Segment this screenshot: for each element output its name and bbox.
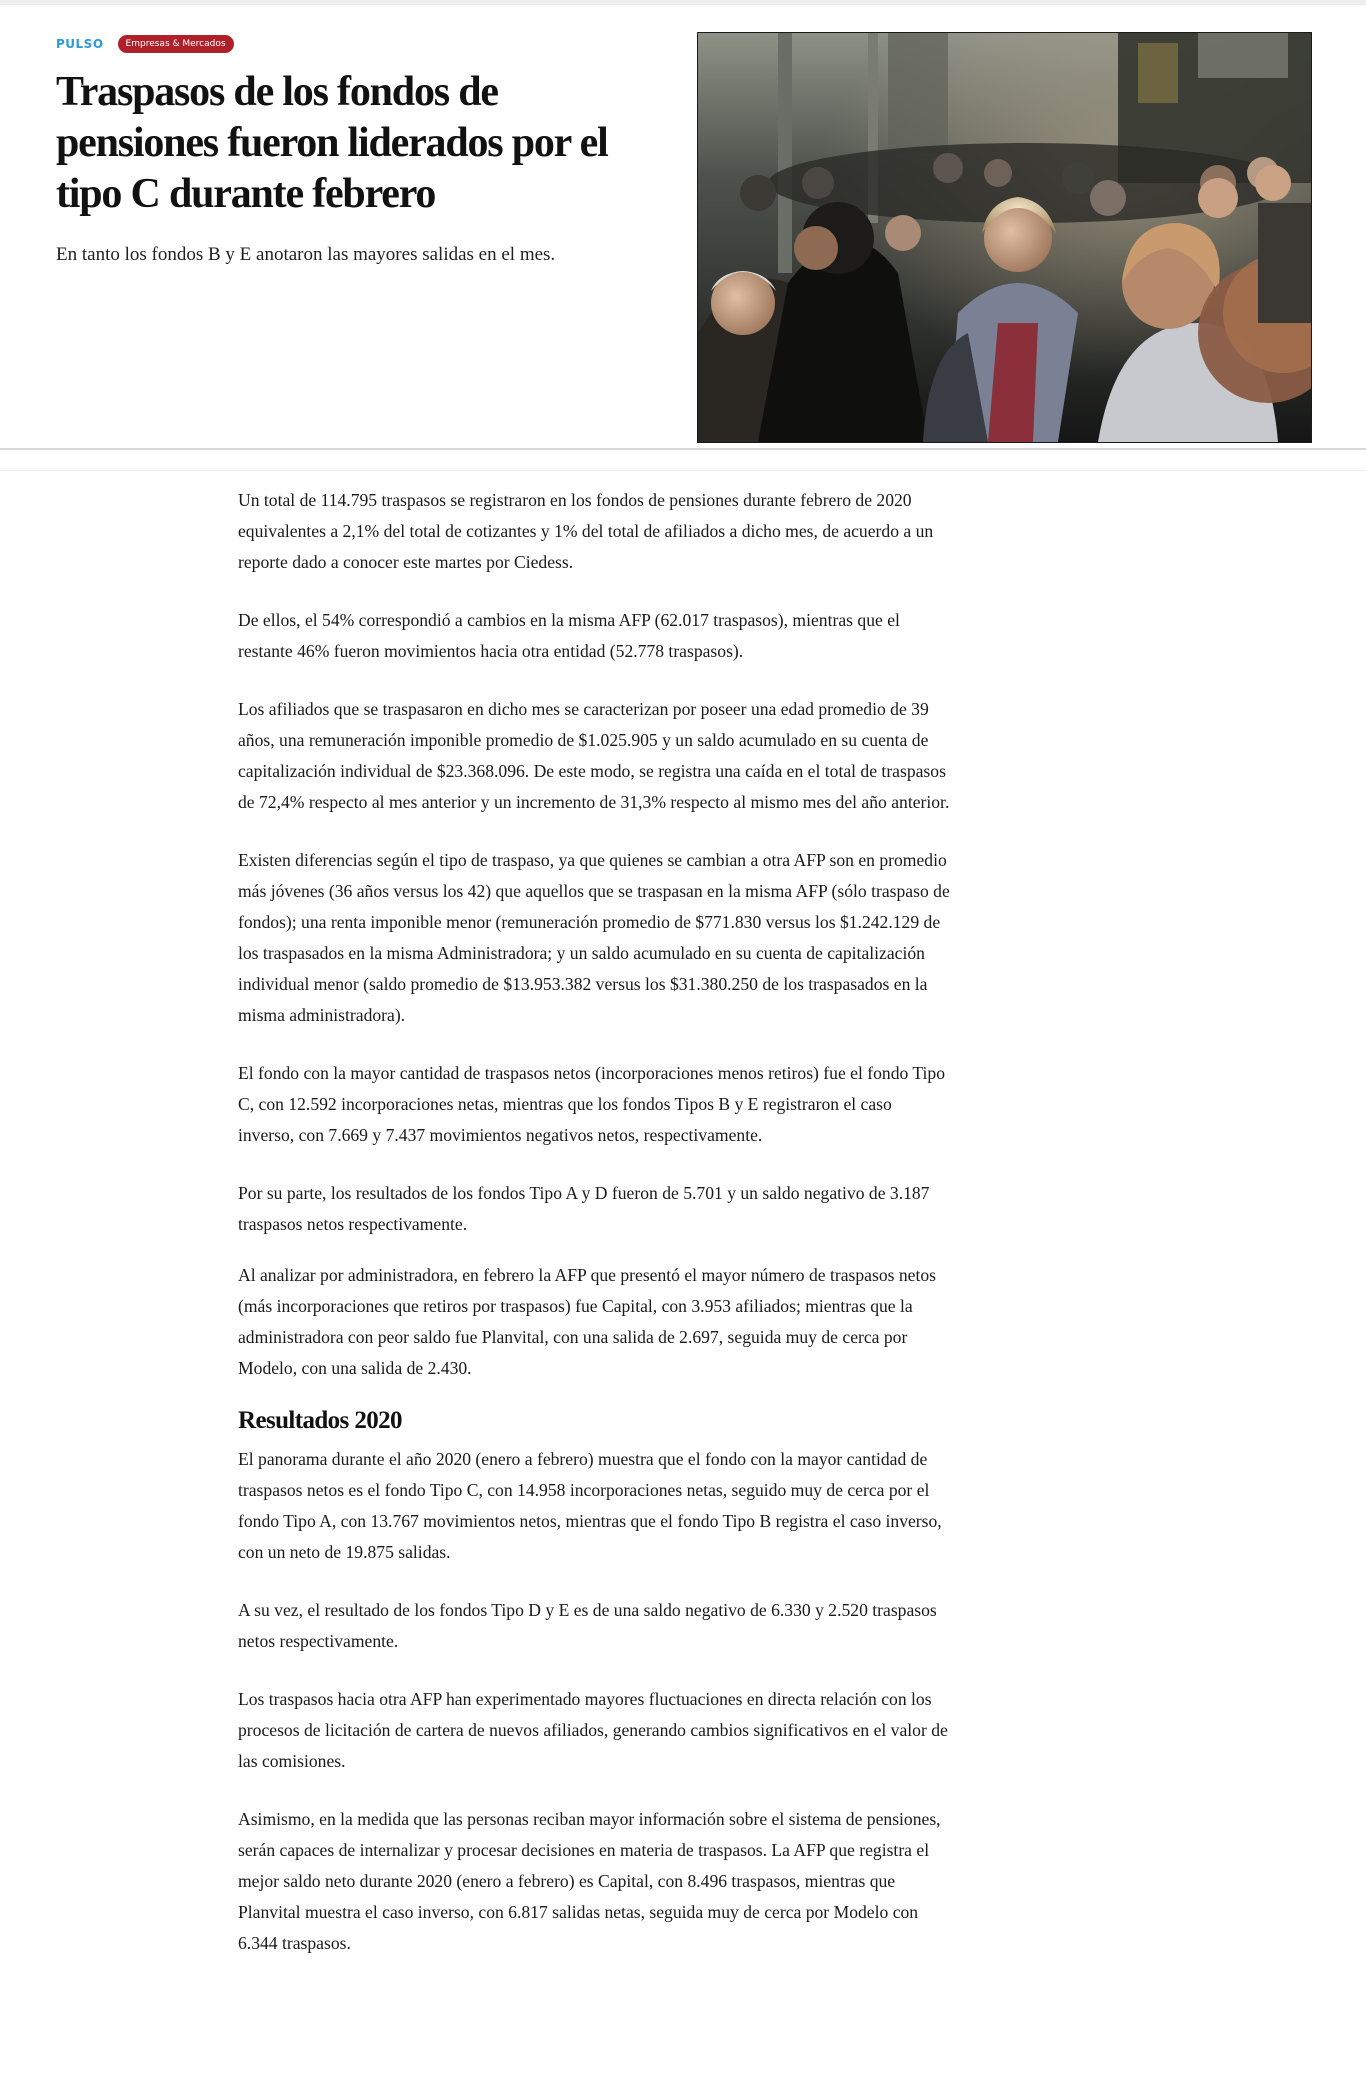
article-paragraph: El panorama durante el año 2020 (enero a febrero) muestra que el fondo con la mayor cantidad de traspasos netos es el fondo Tipo C, con 14.958 incorporaciones netas, seguido muy de cerca por el fondo Tipo A, con 13.767 movimientos netos, mientras que el fondo Tipo B registra el caso inverso, con un neto de 19.875 salidas. bbox=[238, 1449, 942, 1562]
article-deck: En tanto los fondos B y E anotaron las mayores salidas en el mes. bbox=[56, 244, 556, 265]
article-body bbox=[238, 485, 950, 1986]
header-divider-secondary bbox=[0, 470, 1366, 471]
header-divider bbox=[0, 448, 1366, 450]
article-paragraph: De ellos, el 54% correspondió a cambios en la misma AFP (62.017 traspasos), mientras que el restante 46% fueron movimientos hacia otra entidad (52.778 traspasos). bbox=[238, 610, 900, 661]
category-tag[interactable]: Empresas & Mercados bbox=[118, 35, 234, 53]
article-paragraph: Asimismo, en la medida que las personas reciban mayor información sobre el sistema de pensiones, serán capaces de internalizar y procesar decisiones en materia de traspasos. La AFP que registra el mejor saldo neto durante 2020 (enero a febrero) es Capital, con 8.496 traspasos, mientras que Planvital muestra el caso inverso, con 6.817 salidas netas, seguida muy de cerca por Modelo con 6.344 traspasos. bbox=[238, 1809, 941, 1953]
kicker bbox=[56, 35, 234, 53]
article-paragraph: A su vez, el resultado de los fondos Tipo D y E es de una saldo negativo de 6.330 y 2.520 traspasos netos respectivamente. bbox=[238, 1600, 937, 1651]
article-paragraph: Un total de 114.795 traspasos se registraron en los fondos de pensiones durante febrero de 2020 equivalentes a 2,1% del total de cotizantes y 1% del total de afiliados a dicho mes, de acuerdo a un reporte dado a conocer este martes por Ciedess. bbox=[238, 490, 934, 572]
article-paragraph: Existen diferencias según el tipo de traspaso, ya que quienes se cambian a otra AFP son en promedio más jóvenes (36 años versus los 42) que aquellos que se traspasan en la misma AFP (sólo traspaso de fondos); una renta imponible menor (remuneración promedio de $771.830 versus los $1.242.129 de los traspasados en la misma Administradora; y un saldo acumulado en su cuenta de capitalización individual menor (saldo promedio de $13.953.382 versus los $31.380.250 de los traspasados en la misma administradora). bbox=[238, 850, 950, 1025]
article-paragraph: Al analizar por administradora, en febrero la AFP que presentó el mayor número de traspasos netos (más incorporaciones que retiros por traspasos) fue Capital, con 3.953 afiliados; mientras que la administradora con peor saldo fue Planvital, con una salida de 2.697, seguida muy de cerca por Modelo, con una salida de 2.430. bbox=[238, 1265, 936, 1378]
article-header bbox=[0, 5, 1366, 448]
article-paragraph: Los traspasos hacia otra AFP han experimentado mayores fluctuaciones en directa relación con los procesos de licitación de cartera de nuevos afiliados, generando cambios significativos en el valor de las comisiones. bbox=[238, 1689, 948, 1771]
article-subheading: Resultados 2020 bbox=[238, 1407, 402, 1434]
lead-photo bbox=[697, 32, 1312, 443]
article-headline: Traspasos de los fondos de pensiones fueron liderados por el tipo C durante febrero bbox=[56, 69, 608, 217]
section-link[interactable]: PULSO bbox=[56, 37, 104, 51]
article-paragraph: Los afiliados que se traspasaron en dicho mes se caracterizan por poseer una edad promedio de 39 años, una remuneración imponible promedio de $1.025.905 y un saldo acumulado en su cuenta de capitalización individual de $23.368.096. De este modo, se registra una caída en el total de traspasos de 72,4% respecto al mes anterior y un incremento de 31,3% respecto al mismo mes del año anterior. bbox=[238, 699, 950, 812]
article-paragraph: Por su parte, los resultados de los fondos Tipo A y D fueron de 5.701 y un saldo negativo de 3.187 traspasos netos respectivamente. bbox=[238, 1183, 930, 1234]
article-paragraph: El fondo con la mayor cantidad de traspasos netos (incorporaciones menos retiros) fue el fondo Tipo C, con 12.592 incorporaciones netas, mientras que los fondos Tipos B y E registraron el caso inverso, con 7.669 y 7.437 movimientos negativos netos, respectivamente. bbox=[238, 1063, 945, 1145]
